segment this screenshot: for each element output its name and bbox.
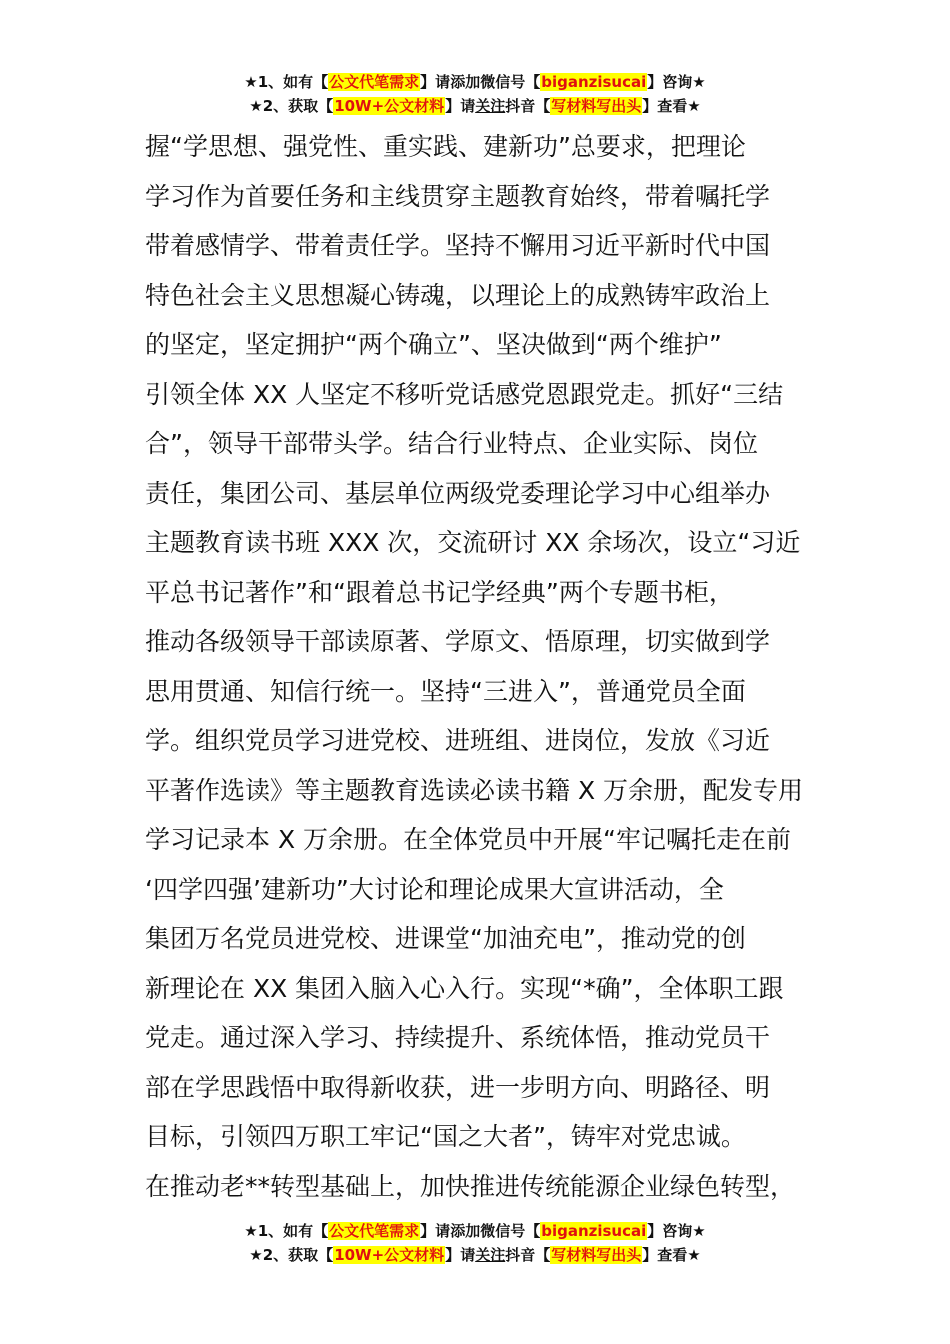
header-line1-mid: 】请: [420, 73, 451, 91]
header-line2-suffix: 】查看★: [642, 97, 701, 115]
header-line1-mid2: 微信号【: [480, 73, 541, 91]
footer-line2-suffix: 】查看★: [642, 1246, 701, 1264]
header-line1-highlight-service: 公文代笔需求: [329, 73, 420, 91]
footer-line1-emphasis: 添加: [450, 1222, 481, 1240]
body-line: 主题教育读书班 XXX 次，交流研讨 XX 余场次，设立“习近: [145, 528, 801, 557]
footer-line1-suffix: 】咨询★: [647, 1222, 706, 1240]
body-line: 的坚定，坚定拥护“两个确立”、坚决做到“两个维护”: [145, 330, 722, 359]
footer-line1-prefix: ★1、如有【: [244, 1222, 329, 1240]
header-banner: [0, 70, 950, 118]
body-line: 学习记录本 X 万余册。在全体党员中开展“牢记嘱托走在前: [145, 825, 791, 854]
body-line: 责任，集团公司、基层单位两级党委理论学习中心组举办: [145, 478, 771, 508]
header-line1-prefix: ★1、如有【: [244, 73, 329, 91]
header-line1-highlight-wechat: biganzisucai: [541, 73, 647, 91]
footer-line2-prefix: ★2、获取【: [249, 1246, 334, 1264]
header-line2-highlight-douyin: 写材料写出头: [551, 97, 642, 115]
body-line: 合”，领导干部带头学。结合行业特点、企业实际、岗位: [145, 429, 758, 458]
document-body: [145, 122, 825, 1211]
header-line2-mid2: 抖音【: [505, 97, 551, 115]
footer-line1-highlight-wechat: biganzisucai: [541, 1222, 647, 1240]
body-line: 目标，引领四万职工牢记“国之大者”，铸牢对党忠诚。: [145, 1122, 746, 1151]
body-line: 带着感情学、带着责任学。坚持不懈用习近平新时代中国: [145, 231, 771, 260]
body-line: 学。组织党员学习进党校、进班组、进岗位，发放《习近: [145, 726, 771, 755]
body-line: 平著作选读》等主题教育选读必读书籍 X 万余册，配发专用: [145, 775, 804, 805]
body-line: 新理论在 XX 集团入脑入心入行。实现“*确”，全体职工跟: [145, 973, 784, 1003]
header-line2-prefix: ★2、获取【: [249, 97, 334, 115]
footer-promo-line-2: [0, 1243, 950, 1267]
footer-line1-mid2: 微信号【: [480, 1222, 541, 1240]
body-line: 集团万名党员进党校、进课堂“加油充电”，推动党的创: [145, 924, 746, 953]
body-line: 学习作为首要任务和主线贯穿主题教育始终，带着嘱托学: [145, 181, 771, 211]
body-line: 党走。通过深入学习、持续提升、系统体悟，推动党员干: [145, 1023, 771, 1052]
body-line: 在推动老**转型基础上，加快推进传统能源企业绿色转型，: [145, 1171, 796, 1201]
body-line: 平总书记著作”和“跟着总书记学经典”两个专题书柜，: [145, 577, 734, 607]
body-line: 握“学思想、强党性、重实践、建新功”总要求，把理论: [145, 132, 746, 161]
header-line1-suffix: 】咨询★: [647, 73, 706, 91]
body-line: 特色社会主义思想凝心铸魂，以理论上的成熟铸牢政治上: [145, 280, 771, 310]
header-line2-highlight-materials: 10W+公文材料: [334, 97, 445, 115]
footer-promo-line-1: [0, 1219, 950, 1243]
footer-line1-mid: 】请: [420, 1222, 451, 1240]
header-line2-mid: 】请: [445, 97, 476, 115]
footer-line2-highlight-materials: 10W+公文材料: [334, 1246, 445, 1264]
body-line: 引领全体 XX 人坚定不移听党话感党恩跟党走。抓好“三结: [145, 379, 784, 409]
footer-line2-mid2: 抖音【: [505, 1246, 551, 1264]
body-line: ‘四学四强’建新功”大讨论和理论成果大宣讲活动，全: [145, 874, 724, 904]
footer-banner: [0, 1219, 950, 1267]
header-promo-line-2: [0, 94, 950, 118]
body-line: 部在学思践悟中取得新收获，进一步明方向、明路径、明: [145, 1072, 771, 1102]
footer-line2-mid: 】请: [445, 1246, 476, 1264]
footer-line2-emphasis: 关注: [475, 1246, 506, 1264]
body-line: 推动各级领导干部读原著、学原文、悟原理，切实做到学: [145, 627, 771, 656]
header-line1-emphasis: 添加: [450, 73, 481, 91]
footer-line1-highlight-service: 公文代笔需求: [329, 1222, 420, 1240]
header-line2-emphasis: 关注: [475, 97, 506, 115]
header-promo-line-1: [0, 70, 950, 94]
body-line: 思用贯通、知信行统一。坚持“三进入”，普通党员全面: [145, 676, 746, 706]
footer-line2-highlight-douyin: 写材料写出头: [551, 1246, 642, 1264]
